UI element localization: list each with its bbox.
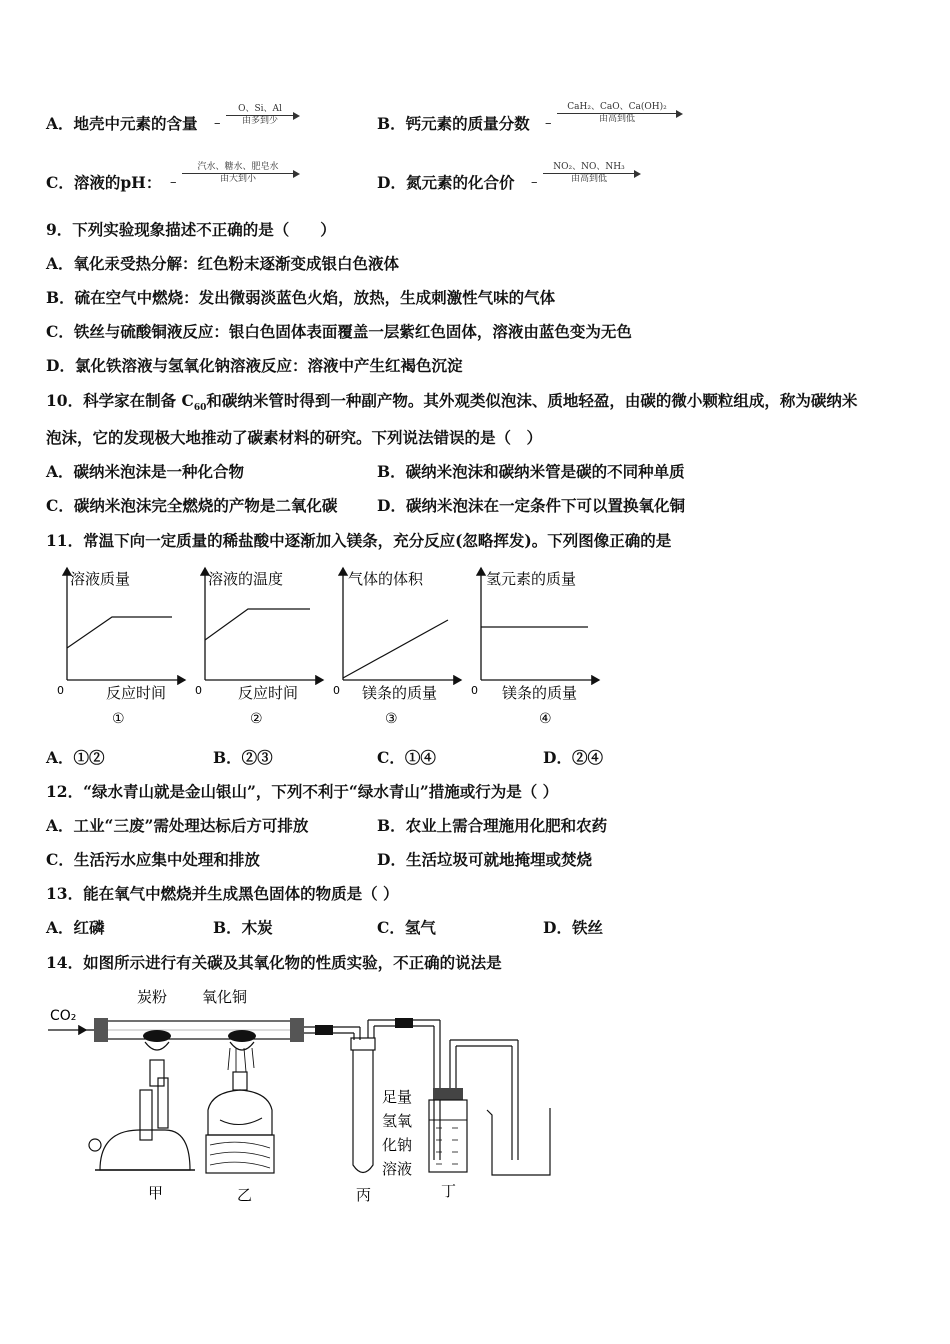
- q11-graph-4-ylabel: 氢元素的质量: [486, 570, 577, 588]
- q11-graph-4-number: ④: [539, 711, 552, 727]
- q14-apparatus: [40, 980, 580, 1210]
- q11-graph-2-ylabel: 溶液的温度: [208, 570, 284, 588]
- q12-option-c: C．生活污水应集中处理和排放: [46, 850, 260, 869]
- q14-label-yi: 乙: [237, 1186, 253, 1204]
- q12-option-a: A．工业“三废”需处理达标后方可排放: [46, 816, 309, 835]
- q14-copper-oxide: [228, 1030, 256, 1042]
- q8-option-d-arrow: [543, 162, 635, 185]
- q13-option-b: B．木炭: [213, 918, 273, 937]
- q14-reagent-3: 化钠: [382, 1136, 413, 1154]
- q8-option-a-dash: –: [214, 116, 221, 131]
- q8-option-a: A．地壳中元素的含量: [46, 114, 198, 133]
- q12-option-b: B．农业上需合理施用化肥和农药: [377, 816, 608, 835]
- q11-graph-4: [471, 568, 599, 727]
- q11-graph-3-origin: 0: [333, 684, 340, 697]
- q11-option-a: A．①②: [46, 748, 105, 767]
- q11-graph-4-xlabel: 镁条的质量: [502, 684, 578, 702]
- q8-option-c-arrow: [182, 162, 294, 185]
- q10-stem-line2: 泡沫，它的发现极大地推动了碳素材料的研究。下列说法错误的是（ ）: [46, 428, 543, 447]
- q8-option-d: D．氮元素的化合价: [377, 173, 515, 192]
- q8-option-c-top: 汽水、糖水、肥皂水: [197, 162, 279, 172]
- q11-graph-2-number: ②: [250, 711, 263, 727]
- q10-stem-line1: [46, 390, 857, 419]
- q14-stem: 14．如图所示进行有关碳及其氧化物的性质实验，不正确的说法是: [46, 953, 502, 972]
- q14-reagent-2: 氢氧: [382, 1112, 413, 1130]
- q8-option-b-arrow: [557, 102, 677, 125]
- q8-option-d-bottom: 由高到低: [570, 174, 607, 184]
- q13-option-c: C．氢气: [377, 918, 436, 937]
- q8-option-a-top: O、Si、Al: [238, 104, 282, 114]
- q11-option-c: C．①④: [377, 748, 436, 767]
- q11-graph-1-ylabel: 溶液质量: [70, 570, 131, 588]
- q13-option-d: D．铁丝: [543, 918, 603, 937]
- q14-horizontal-tube: [80, 1018, 304, 1042]
- q8-option-c: C．溶液的pH：: [46, 173, 162, 192]
- q10-option-d: D．碳纳米泡沫在一定条件下可以置换氧化铜: [377, 496, 685, 515]
- q14-label-yanghuatong: 氧化铜: [202, 988, 248, 1006]
- q14-label-ding: 丁: [441, 1182, 457, 1200]
- q8-option-d-dash: –: [531, 175, 538, 190]
- q10-stem-part2: 和碳纳米管时得到一种副产物。其外观类似泡沫、质地轻盈，由碳的微小颗粒组成，称为碳纳米: [206, 391, 858, 410]
- q8-option-d-top: NO₂、NO、NH₃: [553, 162, 625, 172]
- q14-lamp-jia: [89, 1060, 195, 1170]
- q14-lamp-yi: [206, 1048, 274, 1173]
- q14-carbon-powder: [143, 1030, 171, 1042]
- q12-stem: 12．“绿水青山就是金山银山”，下列不利于“绿水青山”措施或行为是（ ）: [46, 782, 559, 801]
- q11-graph-3-xlabel: 镁条的质量: [362, 684, 438, 702]
- q11-option-b: B．②③: [213, 748, 273, 767]
- q10-option-b: B．碳纳米泡沫和碳纳米管是碳的不同种单质: [377, 462, 685, 481]
- q14-co2-label: CO₂: [50, 1008, 77, 1024]
- q11-option-d: D．②④: [543, 748, 603, 767]
- q11-graph-1: [57, 568, 185, 727]
- q11-graphs: [40, 560, 620, 735]
- q11-stem: 11．常温下向一定质量的稀盐酸中逐渐加入镁条，充分反应(忽略挥发)。下列图像正确的是: [46, 531, 672, 550]
- q14-label-tanfen: 炭粉: [137, 988, 168, 1006]
- q14-reagent-4: 溶液: [382, 1160, 413, 1178]
- q11-graph-3-ylabel: 气体的体积: [348, 570, 424, 588]
- q10-stem-part1: 10．科学家在制备 C: [46, 391, 194, 410]
- q11-graph-2-xlabel: 反应时间: [238, 684, 299, 702]
- q8-option-a-arrow: [226, 104, 294, 127]
- q11-graph-4-origin: 0: [471, 684, 478, 697]
- q13-stem: 13．能在氧气中燃烧并生成黑色固体的物质是（ ）: [46, 884, 399, 903]
- q11-graph-3-number: ③: [385, 711, 398, 727]
- q10-option-a: A．碳纳米泡沫是一种化合物: [46, 462, 245, 481]
- q8-option-b: B．钙元素的质量分数: [377, 114, 530, 133]
- q10-option-c: C．碳纳米泡沫完全燃烧的产物是二氧化碳: [46, 496, 338, 515]
- q11-graph-3-line: [343, 620, 448, 678]
- q8-option-c-dash: –: [170, 175, 177, 190]
- q9-option-a: A．氧化汞受热分解：红色粉末逐渐变成银白色液体: [46, 254, 400, 273]
- q11-graph-1-number: ①: [112, 711, 125, 727]
- q8-option-b-top: CaH₂、CaO、Ca(OH)₂: [567, 102, 667, 112]
- q11-graph-3: [333, 568, 461, 727]
- q13-option-a: A．红磷: [46, 918, 105, 937]
- q10-stem-sub: 60: [193, 403, 207, 414]
- q14-reagent-1: 足量: [382, 1088, 413, 1106]
- q11-graph-1-xlabel: 反应时间: [106, 684, 167, 702]
- q8-option-a-bottom: 由多到少: [241, 116, 278, 126]
- q11-graph-2: [195, 568, 323, 727]
- q11-graph-1-origin: 0: [57, 684, 64, 697]
- q14-label-bing: 丙: [356, 1186, 372, 1204]
- q11-graph-2-line: [205, 609, 310, 640]
- q8-option-b-bottom: 由高到低: [598, 114, 635, 124]
- q12-option-d: D．生活垃圾可就地掩埋或焚烧: [377, 850, 592, 869]
- q14-wash-bottle-ding: [429, 1020, 518, 1172]
- q9-option-c: C．铁丝与硫酸铜液反应：银白色固体表面覆盖一层紫红色固体，溶液由蓝色变为无色: [46, 322, 632, 341]
- q9-option-b: B．硫在空气中燃烧：发出微弱淡蓝色火焰，放热，生成刺激性气味的气体: [46, 288, 556, 307]
- q8-option-c-bottom: 由大到小: [219, 174, 256, 184]
- q9-stem: 9．下列实验现象描述不正确的是（ ）: [46, 220, 336, 239]
- q11-graph-1-line: [67, 617, 172, 648]
- q11-graph-2-origin: 0: [195, 684, 202, 697]
- q14-label-jia: 甲: [148, 1184, 164, 1202]
- q8-option-b-dash: –: [545, 116, 552, 131]
- q9-option-d: D．氯化铁溶液与氢氧化钠溶液反应：溶液中产生红褐色沉淀: [46, 356, 463, 375]
